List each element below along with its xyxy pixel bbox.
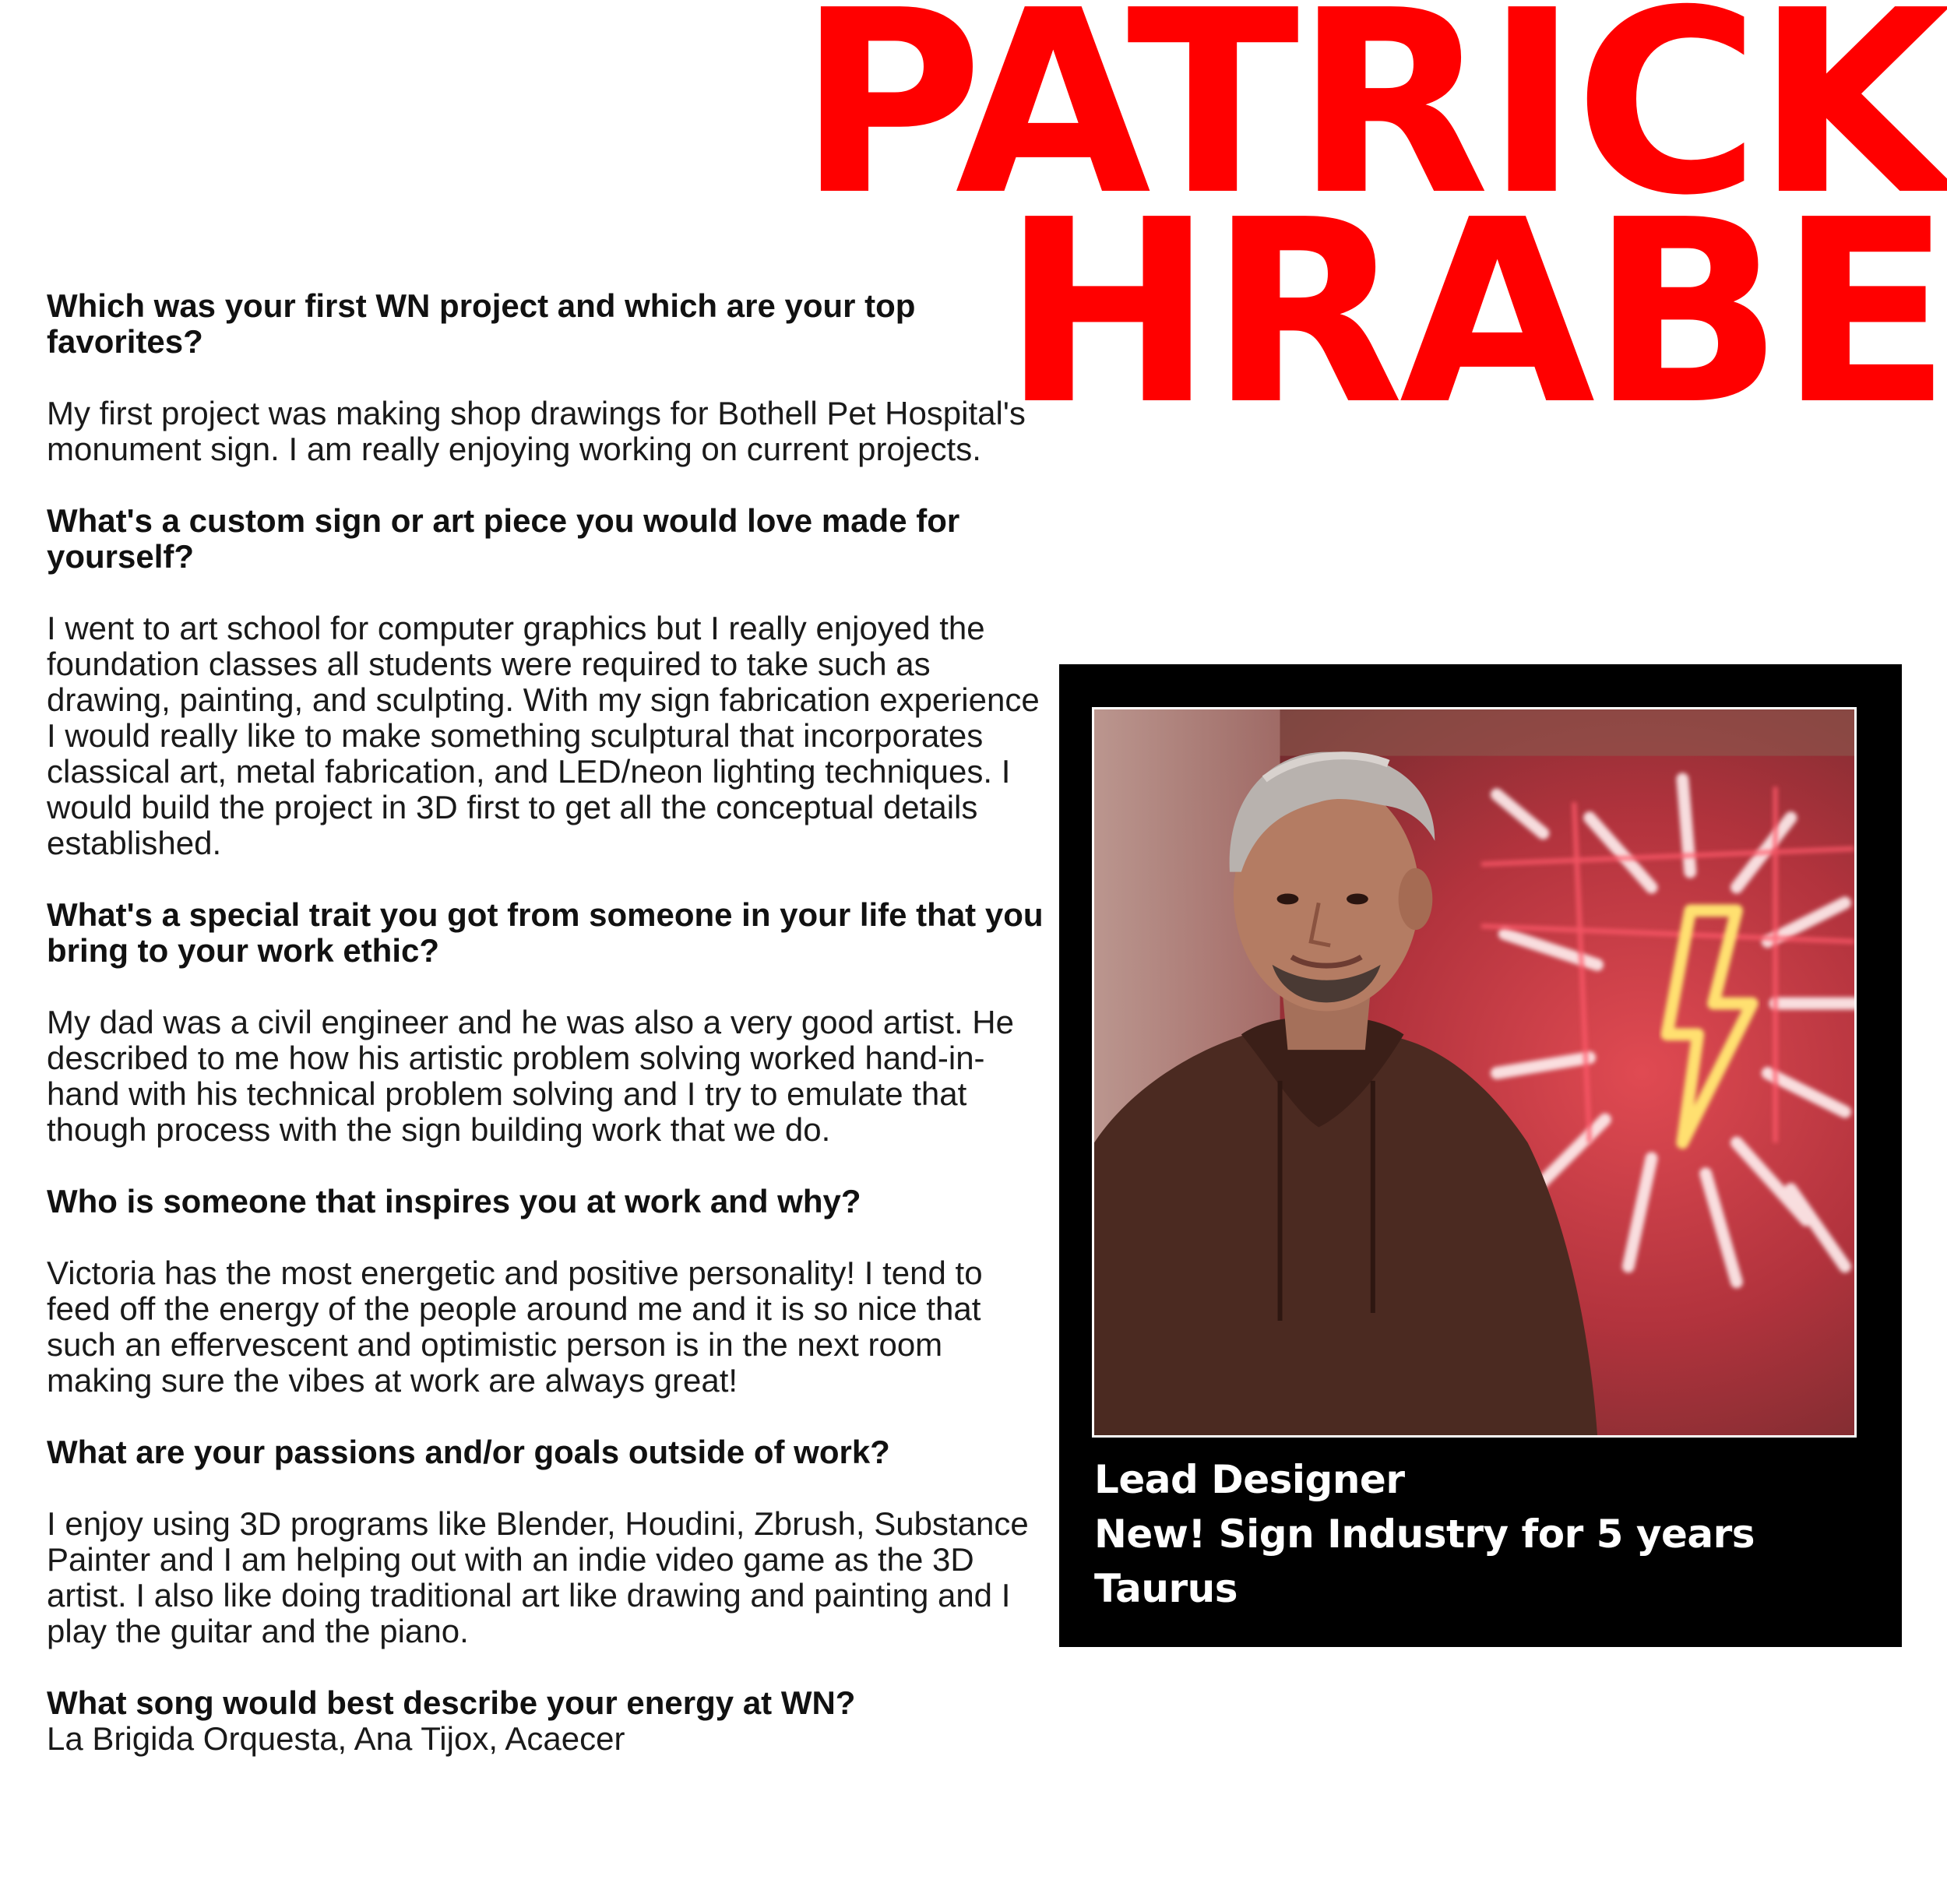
question: What are your passions and/or goals outside of work? <box>47 1434 890 1470</box>
answer: My first project was making shop drawings for Bothell Pet Hospital's monument sign. I am really enjoying working on current projects. <box>47 395 1026 467</box>
answer: Victoria has the most energetic and positive personality! I tend to feed off the energy of the people around me and it is so nice that such an effervescent and optimistic person is in the next room making sure the vibes at work are always great! <box>47 1255 983 1399</box>
question: Who is someone that inspires you at work and why? <box>47 1183 861 1219</box>
answer: La Brigida Orquesta, Ana Tijox, Acaecer <box>47 1720 625 1757</box>
answer: My dad was a civil engineer and he was also a very good artist. He described to me how his artistic problem solving worked hand-in-hand with his technical problem solving and I try to emulate that though process with the sign building work that we do. <box>47 1004 1014 1148</box>
profile-caption <box>1094 1452 1755 1616</box>
qa-item <box>47 503 1051 861</box>
last-name: HRABE <box>1002 164 1947 460</box>
qa-item <box>47 1184 1051 1399</box>
question: What's a custom sign or art piece you would love made for yourself? <box>47 502 960 575</box>
first-name: PATRICK <box>797 0 1947 251</box>
job-title: Lead Designer <box>1094 1457 1405 1502</box>
zodiac-sign: Taurus <box>1094 1566 1238 1611</box>
question: What song would best describe your energy at WN? <box>47 1684 856 1721</box>
qa-item <box>47 1685 1051 1757</box>
industry-tenure: New! Sign Industry for 5 years <box>1094 1512 1755 1557</box>
portrait-photo <box>1092 707 1857 1438</box>
interview-qa <box>47 288 1051 1793</box>
qa-item <box>47 288 1051 467</box>
question: What's a special trait you got from someone in your life that you bring to your work ethic? <box>47 896 1044 969</box>
question: Which was your first WN project and which are your top favorites? <box>47 287 916 360</box>
answer: I enjoy using 3D programs like Blender, Houdini, Zbrush, Substance Painter and I am helping out with an indie video game as the 3D artist. I also like doing traditional art like drawing and painting and I play the guitar and the piano. <box>47 1505 1029 1649</box>
answer: I went to art school for computer graphics but I really enjoyed the foundation classes all students were required to take such as drawing, painting, and sculpting. With my sign fabrication experience I would really like to make something sculptural that incorporates classical art, metal fabrication, and LED/neon lighting techniques. I would build the project in 3D first to get all the conceptual details established. <box>47 610 1040 861</box>
profile-card <box>1059 664 1902 1647</box>
qa-item <box>47 1434 1051 1649</box>
qa-item <box>47 897 1051 1148</box>
